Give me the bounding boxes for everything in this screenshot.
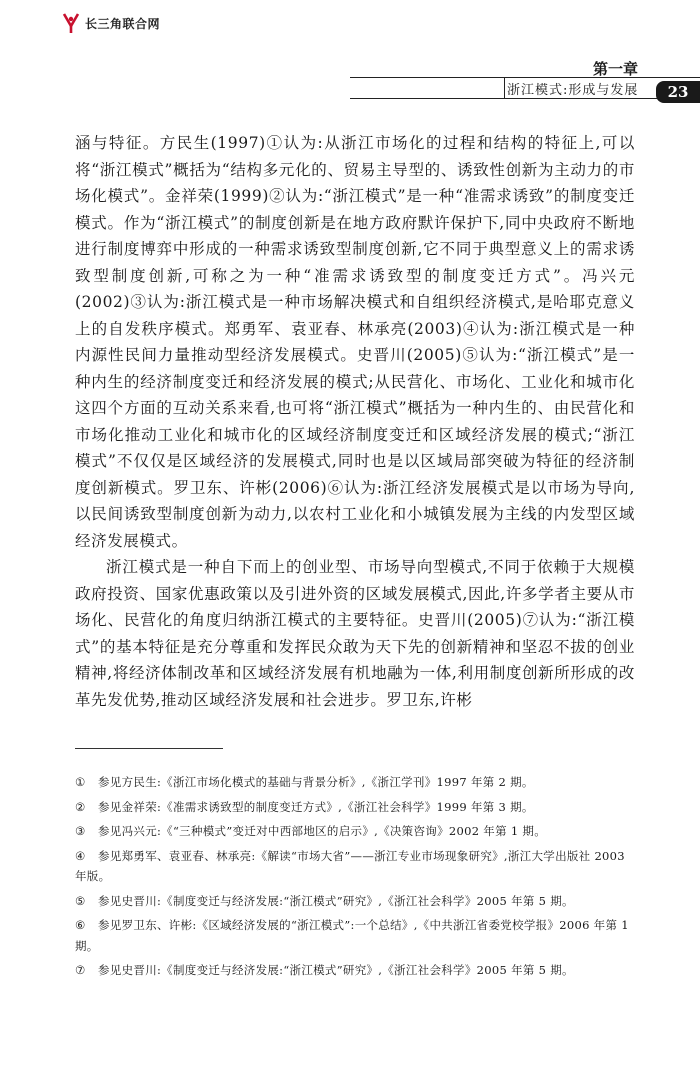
footnote-5: ⑤ 参见史晋川:《制度变迁与经济发展:“浙江模式”研究》,《浙江社会科学》2005 年第 5 期。 — [75, 893, 574, 908]
footnote-text: 参见方民生:《浙江市场化模式的基础与背景分析》,《浙江学刊》1997 年第 2 期。 — [98, 775, 534, 789]
footnote-7: ⑦ 参见史晋川:《制度变迁与经济发展:“浙江模式”研究》,《浙江社会科学》2005 年第 5 期。 — [75, 963, 574, 977]
logo-mark-icon — [62, 12, 80, 34]
chapter-title: 第一章 — [592, 60, 638, 78]
footnote-text: 参见史晋川:《制度变迁与经济发展:“浙江模式”研究》,《浙江社会科学》2005 年第 5 期。 — [98, 963, 574, 977]
footnote-rule — [75, 748, 223, 749]
footnote-text: 参见罗卫东、许彬:《区域经济发展的“浙江模式”:一个总结》,《中共浙江省委党校学报》2006 年第 1 期。 — [75, 918, 629, 953]
footnote-4: ④ 参见郑勇军、袁亚春、林承亮:《解读“市场大省”——浙江专业市场现象研究》,浙江大学出版社 2003 年版。 — [75, 848, 625, 883]
body-paragraph-2: 浙江模式是一种自下而上的创业型、市场导向型模式,不同于依赖于大规模政府投资、国家优惠政策以及引进外资的区域发展模式,因此,许多学者主要从市场化、民营化的角度归纳浙江模式的主要特征。史晋川(2005)⑦认为:“浙江模式”的基本特征是充分尊重和发挥民众敢为天下先的创新精神和坚忍不拔的创业精神,将经济体制改革和区域经济发展有机地融为一体,利用制度创新所形成的改革先发优势,推动区域经济发展和社会进步。罗卫东,许彬 — [75, 558, 635, 709]
footnote-1 — [75, 772, 635, 793]
footnote-text: 参见史晋川:《制度变迁与经济发展:“浙江模式”研究》,《浙江社会科学》2005 年第 5 期。 — [98, 893, 574, 908]
footnote-mark: ② — [75, 799, 86, 814]
footnote-text: 参见郑勇军、袁亚春、林承亮:《解读“市场大省”——浙江专业市场现象研究》,浙江大学出版社 2003 年版。 — [75, 848, 625, 883]
header-divider — [504, 77, 505, 99]
footnotes — [75, 772, 635, 985]
footnote-2 — [75, 797, 635, 818]
footnote-text: 参见冯兴元:《“三种模式”变迁对中西部地区的启示》,《决策咨询》2002 年第 1 期。 — [98, 824, 547, 838]
footnote-text: 参见金祥荣:《准需求诱致型的制度变迁方式》,《浙江社会科学》1999 年第 3 期。 — [98, 799, 534, 814]
body-paragraph-1: 涵与特征。方民生(1997)①认为:从浙江市场化的过程和结构的特征上,可以将“浙江模式”概括为“结构多元化的、贸易主导型的、诱致性创新为主动力的市场化模式”。金祥荣(1999)②认为:“浙江模式”是一种“准需求诱致”的制度变迁模式。作为“浙江模式”的制度创新是在地方政府默许保护下,同中央政府不断地进行制度博弈中形成的一种需求诱致型制度创新,它不同于典型意义上的需求诱致型制度创新,可称之为一种“准需求诱致型的制度变迁方式”。冯兴元(2002)③认为:浙江模式是一种市场解决模式和自组织经济模式,是哈耶克意义上的自发秩序模式。郑勇军、袁亚春、林承亮(2003)④认为:浙江模式是一种内源性民间力量推动型经济发展模式。史晋川(2005)⑤认为:“浙江模式”是一种内生的经济制度变迁和经济发展的模式;从民营化、市场化、工业化和城市化这四个方面的互动关系来看,也可将“浙江模式”概括为一种内生的、由民营化和市场化推动工业化和城市化的区域经济制度变迁和区域经济发展的模式;“浙江模式”不仅仅是区域经济的发展模式,同时也是以区域局部突破为特征的经济制度创新模式。罗卫东、许彬(2006)⑥认为:浙江经济发展模式是以市场为导向,以民间诱致型制度创新为动力,以农村工业化和小城镇发展为主线的内发型区域经济发展模式。 — [75, 134, 635, 550]
body-text — [75, 130, 635, 713]
header-rule-top — [350, 77, 700, 78]
chapter-subtitle: 浙江模式:形成与发展 — [507, 83, 639, 98]
footnote-mark: ① — [75, 775, 86, 789]
logo-text: 长三角联合网 — [85, 16, 161, 31]
footnote-3 — [75, 821, 635, 842]
page-number: 23 — [656, 81, 700, 103]
footnote-6: ⑥ 参见罗卫东、许彬:《区域经济发展的“浙江模式”:一个总结》,《中共浙江省委党校学报》2006 年第 1 期。 — [75, 918, 629, 953]
site-logo — [62, 12, 160, 34]
header-rule-bottom — [350, 98, 700, 99]
footnote-mark: ③ — [75, 824, 86, 838]
